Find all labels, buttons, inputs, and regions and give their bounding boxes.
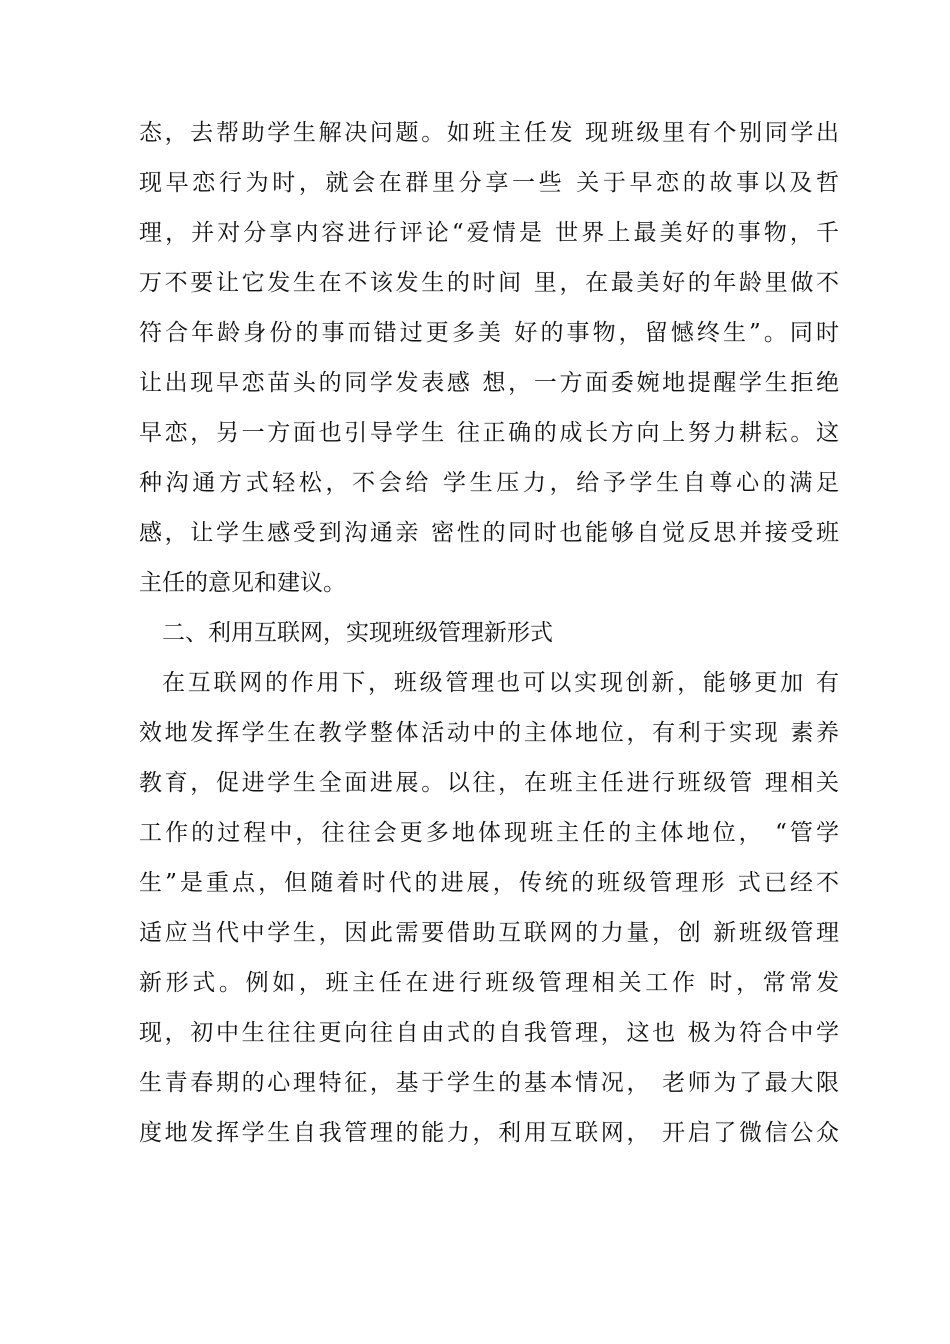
text-line: 生”是重点，但随着时代的进展，传统的班级管理形 式已经不	[139, 870, 839, 896]
text-line: 理，并对分享内容进行评论“爱情是 世界上最美好的事物，千	[139, 220, 839, 246]
text-line: 现，初中生往往更向往自由式的自我管理，这也 极为符合中学	[139, 1020, 839, 1046]
text-line: 让出现早恋苗头的同学发表感 想，一方面委婉地提醒学生拒绝	[139, 370, 839, 396]
text-line: 主任的意见和建议。	[139, 570, 346, 596]
text-line: 种沟通方式轻松，不会给 学生压力，给予学生自尊心的满足	[139, 470, 839, 496]
text-line: 新形式。例如，班主任在进行班级管理相关工作 时，常常发	[139, 970, 839, 996]
text-line: 现早恋行为时，就会在群里分享一些 关于早恋的故事以及哲	[139, 170, 839, 196]
text-line: 态，去帮助学生解决问题。如班主任发 现班级里有个别同学出	[139, 120, 839, 146]
text-line: 效地发挥学生在教学整体活动中的主体地位，有利于实现 素养	[139, 720, 839, 746]
text-line: 适应当代中学生，因此需要借助互联网的力量，创 新班级管理	[139, 920, 839, 946]
text-line: 教育，促进学生全面进展。以往，在班主任进行班级管 理相关	[139, 770, 839, 796]
text-line: 万不要让它发生在不该发生的时间 里，在最美好的年龄里做不	[139, 270, 839, 296]
text-line: 感，让学生感受到沟通亲 密性的同时也能够自觉反思并接受班	[139, 520, 839, 546]
text-line: 生青春期的心理特征，基于学生的基本情况， 老师为了最大限	[139, 1070, 839, 1096]
text-line: 工作的过程中，往往会更多地体现班主任的主体地位， “管学	[139, 820, 839, 846]
text-line: 度地发挥学生自我管理的能力，利用互联网， 开启了微信公众	[139, 1120, 839, 1146]
text-line: 在互联网的作用下，班级管理也可以实现创新，能够更加 有	[162, 670, 839, 696]
section-heading: 二、利用互联网，实现班级管理新形式	[162, 620, 553, 646]
body-text	[139, 108, 839, 1158]
text-line: 早恋，另一方面也引导学生 往正确的成长方向上努力耕耘。这	[139, 420, 839, 446]
text-line: 符合年龄身份的事而错过更多美 好的事物，留憾终生”。同时	[139, 320, 839, 346]
